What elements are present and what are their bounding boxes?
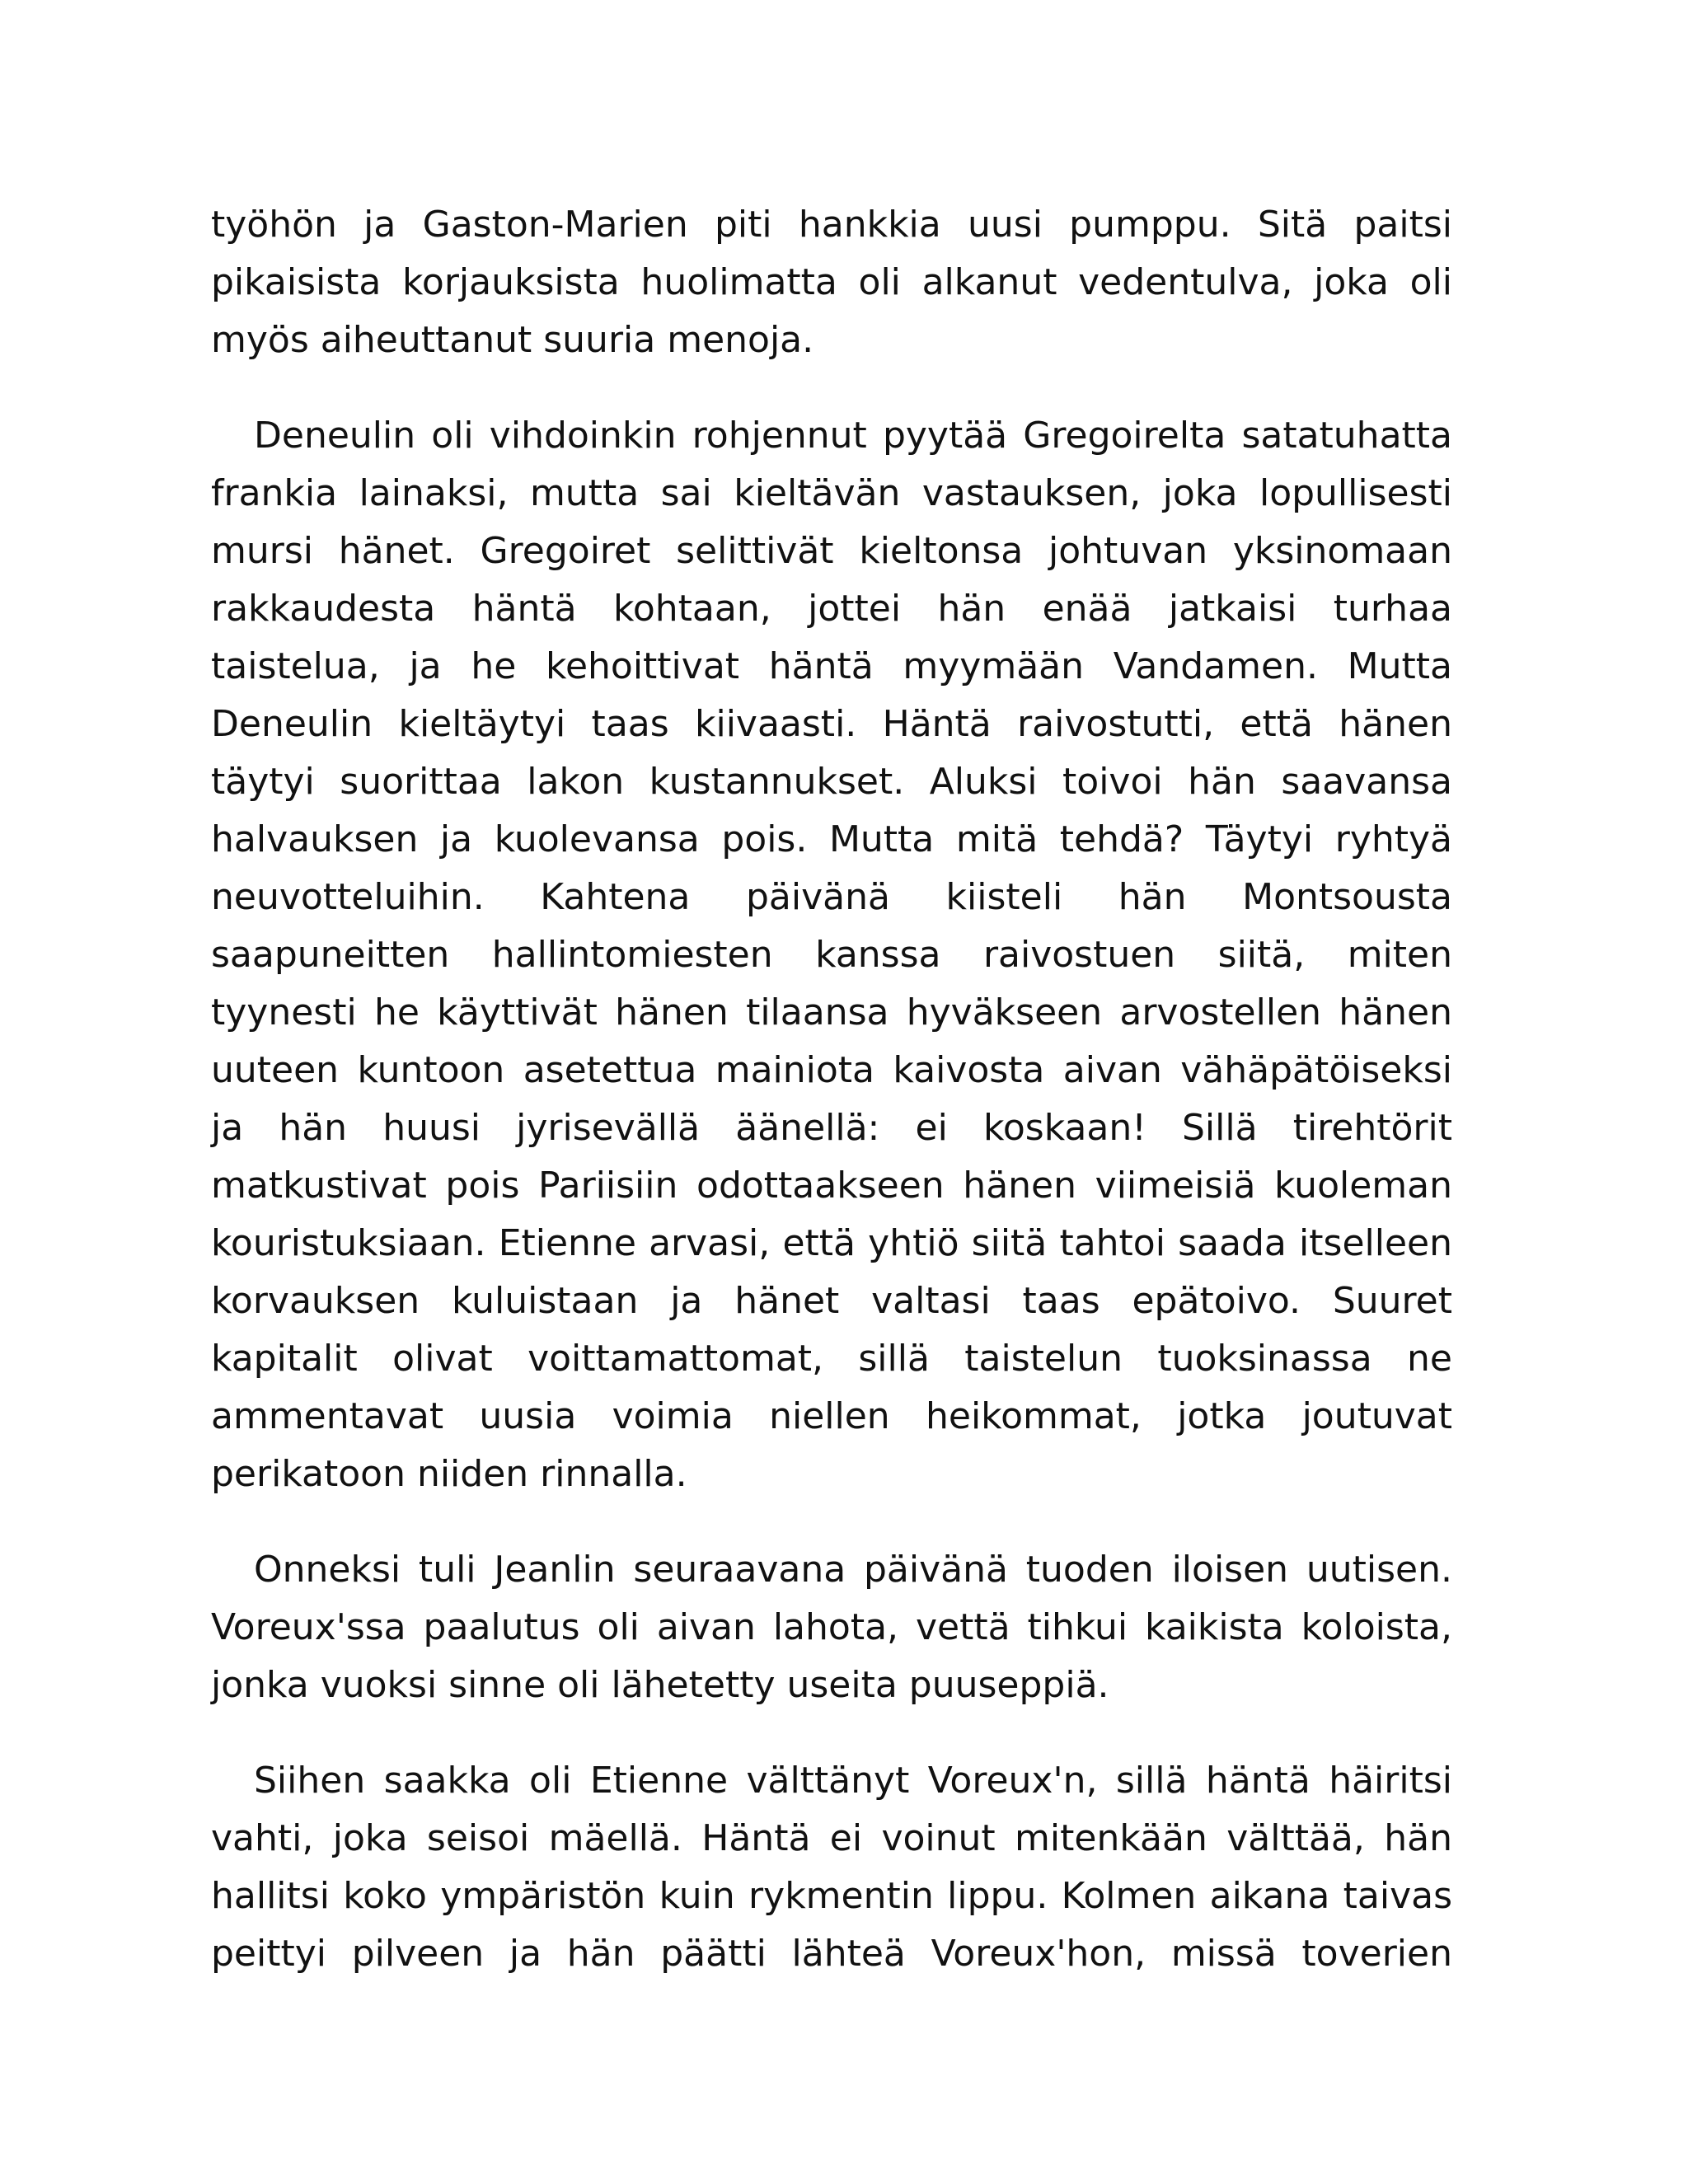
- paragraph: Deneulin oli vihdoinkin rohjennut pyytää Gregoirelta satatuhatta frankia lainaksi, mutta sai kieltävän vastauksen, joka lopullisesti mursi hänet. Gregoiret selittivät kieltonsa johtuvan yksinomaan rakkaudesta häntä kohtaan, jottei hän enää jatkaisi turhaa taistelua, ja he kehoittivat häntä myymään Vandamen. Mutta Deneulin kieltäytyi taas kiivaasti. Häntä raivostutti, että hänen täytyi suorittaa lakon kustannukset. Aluksi toivoi hän saavansa halvauksen ja kuolevansa pois. Mutta mitä tehdä? Täytyi ryhtyä neuvotteluihin. Kahtena päivänä kiisteli hän Montsousta saapuneitten hallintomiesten kanssa raivostuen siitä, miten tyynesti he käyttivät hänen tilaansa hyväkseen arvostellen hänen uuteen kuntoon asetettua mainiota kaivosta aivan vähäpätöiseksi ja hän huusi jyrisevällä äänellä: ei koskaan! Sillä tirehtörit matkustivat pois Pariisiin odottaakseen hänen viimeisiä kuoleman kouristuksiaan. Etienne arvasi, että yhtiö siitä tahtoi saada itselleen korvauksen kuluistaan ja hänet valtasi taas epätoivo. Suuret kapitalit olivat voittamattomat, sillä taistelun tuoksinassa ne ammentavat uusia voimia niellen heikommat, jotka joutuvat perikatoon niiden rinnalla.: [211, 415, 1452, 1495]
- document-page: [211, 196, 1452, 2021]
- paragraph: Siihen saakka oli Etienne välttänyt Voreux'n, sillä häntä häiritsi vahti, joka seisoi mäellä. Häntä ei voinut mitenkään välttää, hän hallitsi koko ympäristön kuin rykmentin lippu. Kolmen aikana taivas peittyi pilveen ja hän päätti lähteä Voreux'hon, missä toverien: [211, 1760, 1452, 1975]
- paragraph: työhön ja Gaston-Marien piti hankkia uusi pumppu. Sitä paitsi pikaisista korjauksista huolimatta oli alkanut vedentulva, joka oli myös aiheuttanut suuria menoja.: [211, 204, 1452, 361]
- paragraph: Onneksi tuli Jeanlin seuraavana päivänä tuoden iloisen uutisen. Voreux'ssa paalutus oli aivan lahota, vettä tihkui kaikista koloista, jonka vuoksi sinne oli lähetetty useita puuseppiä.: [211, 1549, 1452, 1706]
